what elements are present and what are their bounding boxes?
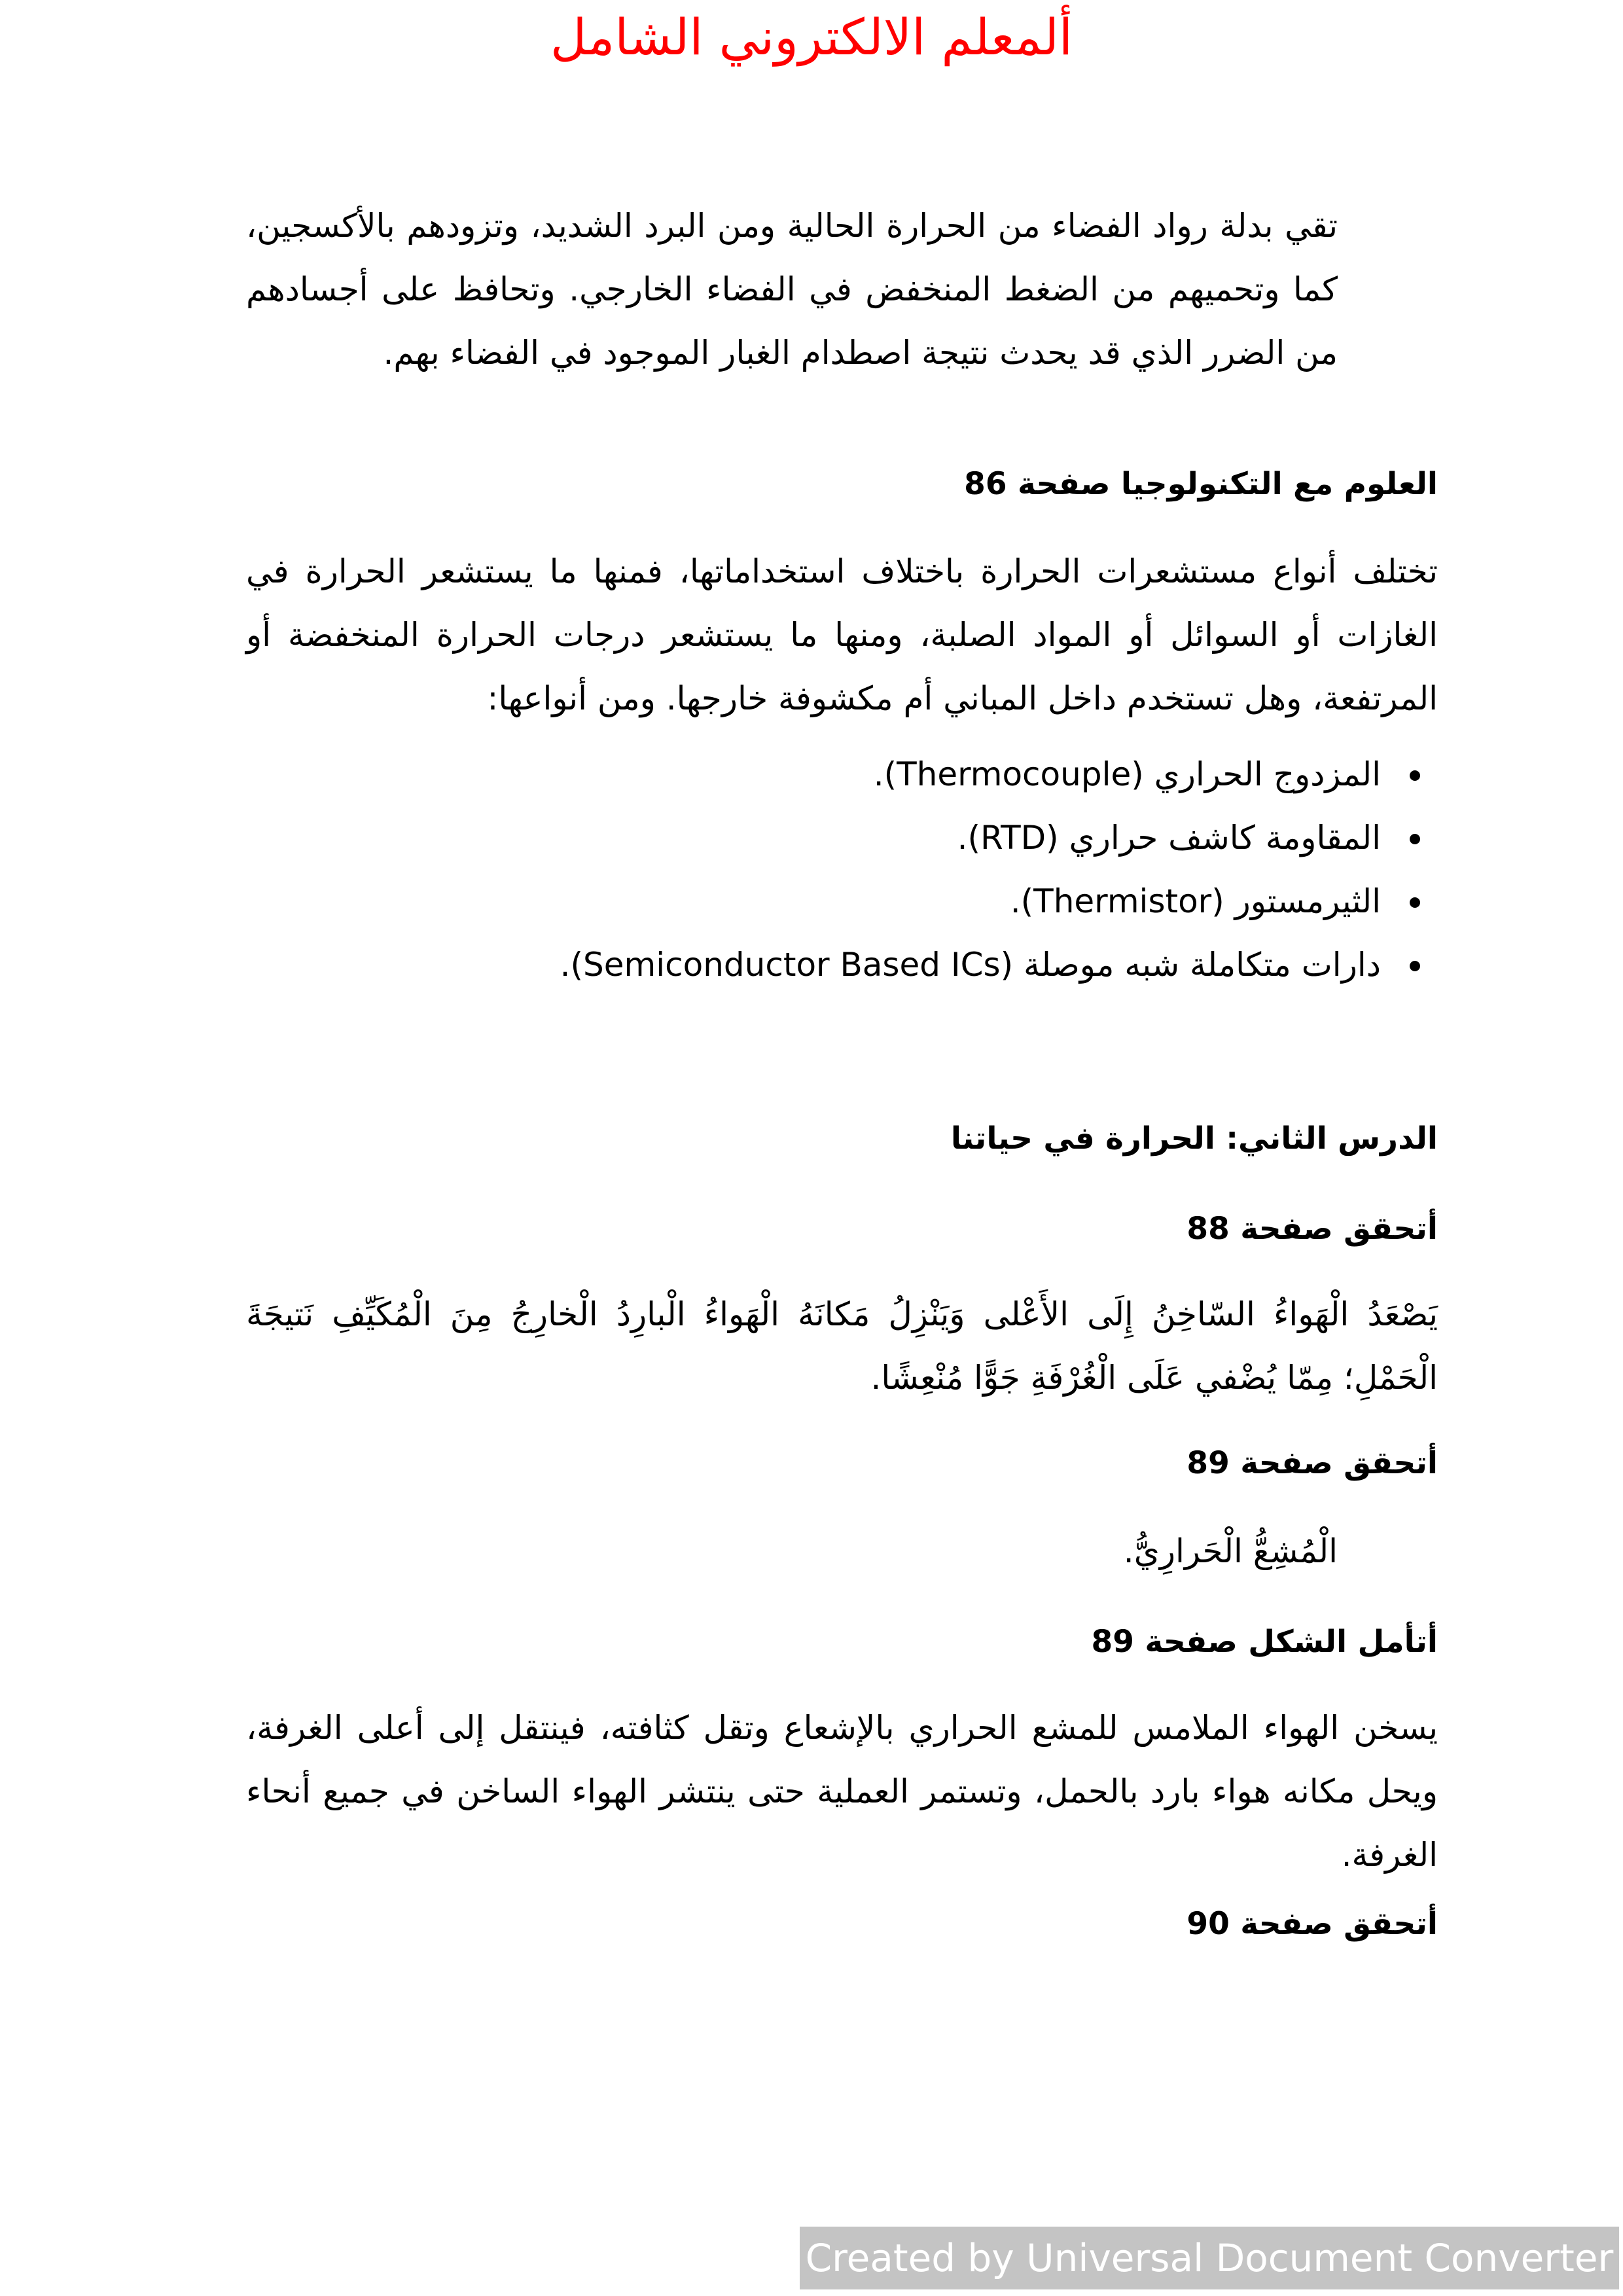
- check-heading-90: أتحقق صفحة 90: [1186, 1906, 1438, 1942]
- converter-watermark: Created by Universal Document Converter: [800, 2227, 1619, 2289]
- check-heading-88: أتحقق صفحة 88: [1186, 1211, 1438, 1247]
- page-title: ألمعلم الالكتروني الشامل: [550, 8, 1073, 66]
- list-item-text: المقاومة كاشف حراري (RTD).: [957, 819, 1381, 857]
- contemplate-89-answer: يسخن الهواء الملامس للمشع الحراري بالإشعاع وتقل كثافته، فينتقل إلى أعلى الغرفة، ويحل مكانه هواء بارد بالحمل، وتستمر العملية حتى ينتشر الهواء الساخن في جميع أنحاء الغرفة.: [246, 1709, 1438, 1874]
- bullet-icon: [1410, 961, 1420, 971]
- lesson-heading: الدرس الثاني: الحرارة في حياتنا: [950, 1121, 1438, 1157]
- check-88-answer: يَصْعَدُ الْهَواءُ السّاخِنُ إِلَى الأَعْلى وَيَنْزِلُ مَكانَهُ الْهَواءُ الْبارِدُ الْخارِجُ مِنَ الْمُكَيِّفِ نَتيجَةَ الْحَمْلِ؛ مِمّا يُضْفي عَلَى الْغُرْفَةِ جَوًّا مُنْعِشًا.: [246, 1295, 1438, 1397]
- list-item: [560, 806, 1420, 870]
- list-item-text: دارات متكاملة شبه موصلة (Semiconductor Based ICs).: [560, 946, 1381, 984]
- list-item: [560, 870, 1420, 933]
- check-89-answer: الْمُشِعُّ الْحَرارِيُّ.: [1123, 1532, 1338, 1570]
- check-heading-89: أتحقق صفحة 89: [1186, 1445, 1438, 1481]
- list-item: [560, 933, 1420, 997]
- intro-paragraph: تقي بدلة رواد الفضاء من الحرارة الحالية ومن البرد الشديد، وتزودهم بالأكسجين، كما وتحميهم من الضغط المنخفض في الفضاء الخارجي. وتحافظ على أجسادهم من الضرر الذي قد يحدث نتيجة اصطدام الغبار الموجود في الفضاء بهم.: [246, 207, 1338, 372]
- contemplate-heading-89: أتأمل الشكل صفحة 89: [1091, 1624, 1438, 1660]
- bullet-icon: [1410, 770, 1420, 781]
- bullet-icon: [1410, 834, 1420, 844]
- list-item-text: الثيرمستور (Thermistor).: [1010, 882, 1381, 920]
- bullet-icon: [1410, 897, 1420, 908]
- list-item: [560, 743, 1420, 806]
- sensor-types-list: [560, 743, 1420, 997]
- sensors-paragraph: تختلف أنواع مستشعرات الحرارة باختلاف استخداماتها، فمنها ما يستشعر الحرارة في الغازات أو السوائل أو المواد الصلبة، ومنها ما يستشعر درجات الحرارة المنخفضة أو المرتفعة، وهل تستخدم داخل المباني أم مكشوفة خارجها. ومن أنواعها:: [246, 552, 1438, 717]
- section-heading-science-technology: العلوم مع التكنولوجيا صفحة 86: [964, 466, 1438, 502]
- list-item-text: المزدوج الحراري (Thermocouple).: [873, 755, 1381, 793]
